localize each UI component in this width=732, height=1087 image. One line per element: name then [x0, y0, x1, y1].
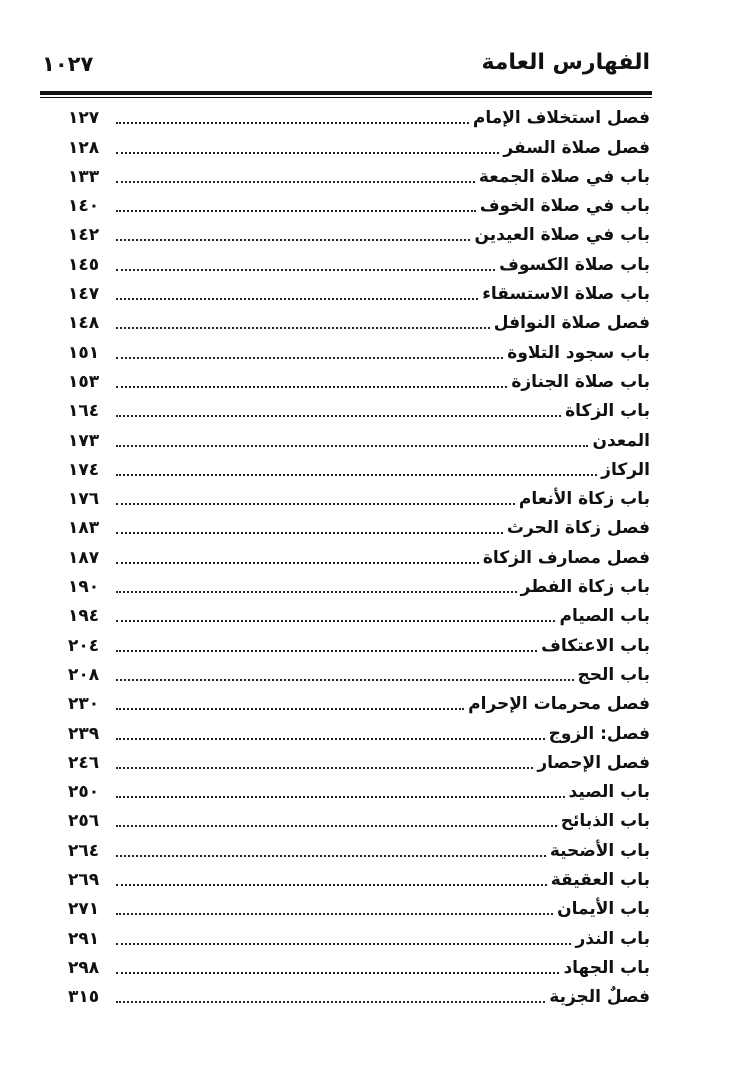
dot-leader — [116, 181, 475, 183]
entry-title: فصل مصارف الزكاة — [482, 547, 650, 568]
index-entry — [68, 481, 650, 510]
entry-title: باب الزكاة — [565, 401, 650, 422]
dot-leader — [116, 532, 503, 534]
running-title: الفهارس العامة — [481, 50, 650, 75]
dot-leader — [116, 708, 464, 710]
entry-title: باب الاعتكاف — [541, 635, 650, 656]
entry-page-number: ١٨٣ — [68, 518, 100, 539]
index-entry — [68, 334, 650, 363]
entry-title: باب في صلاة العيدين — [474, 225, 650, 246]
entry-page-number: ١٤٥ — [68, 254, 100, 275]
index-entry — [68, 539, 650, 568]
dot-leader — [116, 562, 479, 564]
running-header — [40, 44, 652, 88]
entry-page-number: ٢٠٤ — [68, 635, 100, 656]
entry-title: باب النذر — [575, 928, 650, 949]
entry-title: فصل صلاة النوافل — [493, 313, 650, 334]
index-entry — [68, 979, 650, 1008]
entry-page-number: ٢٩١ — [68, 928, 100, 949]
entry-page-number: ١٢٨ — [68, 137, 100, 158]
index-entry — [68, 745, 650, 774]
index-entry — [68, 569, 650, 598]
entry-page-number: ١٧٣ — [68, 430, 100, 451]
entry-title: فصل استخلاف الإمام — [472, 108, 650, 129]
index-entry — [68, 422, 650, 451]
entry-title: المعدن — [592, 430, 650, 451]
entry-page-number: ١٨٧ — [68, 547, 100, 568]
dot-leader — [116, 620, 555, 622]
entry-title: الركاز — [601, 459, 650, 480]
dot-leader — [116, 445, 588, 447]
dot-leader — [116, 503, 515, 505]
dot-leader — [116, 210, 476, 212]
entry-title: باب سجود التلاوة — [507, 342, 650, 363]
dot-leader — [116, 269, 495, 271]
entry-title: باب في صلاة الخوف — [479, 196, 650, 217]
entry-page-number: ١٢٧ — [68, 108, 100, 129]
entry-title: باب صلاة الجنازة — [511, 371, 650, 392]
index-entry — [68, 774, 650, 803]
dot-leader — [116, 415, 561, 417]
entry-page-number: ٢٥٠ — [68, 782, 100, 803]
entry-page-number: ١٩٤ — [68, 606, 100, 627]
index-entry — [68, 657, 650, 686]
dot-leader — [116, 913, 553, 915]
dot-leader — [116, 239, 470, 241]
index-entry — [68, 159, 650, 188]
dot-leader — [116, 884, 547, 886]
entry-page-number: ١٤٢ — [68, 225, 100, 246]
index-entry — [68, 188, 650, 217]
index-entry — [68, 891, 650, 920]
entry-title: باب صلاة الكسوف — [499, 254, 650, 275]
dot-leader — [116, 357, 503, 359]
dot-leader — [116, 1001, 545, 1003]
entry-title: باب زكاة الفطر — [520, 577, 650, 598]
index-entry — [68, 832, 650, 861]
entry-title: باب زكاة الأنعام — [518, 489, 650, 510]
index-entry — [68, 129, 650, 158]
index-entry — [68, 217, 650, 246]
dot-leader — [116, 122, 469, 124]
entry-title: باب الصيام — [559, 606, 650, 627]
entry-page-number: ٢٦٤ — [68, 840, 100, 861]
entry-title: فصل الإحصار — [537, 752, 650, 773]
index-entry — [68, 305, 650, 334]
dot-leader — [116, 386, 507, 388]
index-entry — [68, 686, 650, 715]
dot-leader — [116, 152, 499, 154]
index-entry — [68, 100, 650, 129]
entry-page-number: ١٦٤ — [68, 401, 100, 422]
index-entry — [68, 393, 650, 422]
dot-leader — [116, 591, 517, 593]
entry-page-number: ١٥١ — [68, 342, 100, 363]
entry-page-number: ٣١٥ — [68, 987, 100, 1008]
entry-title: فصل صلاة السفر — [503, 137, 650, 158]
dot-leader — [116, 474, 597, 476]
entry-page-number: ٢٧١ — [68, 899, 100, 920]
entry-page-number: ١٣٣ — [68, 166, 100, 187]
dot-leader — [116, 650, 537, 652]
entry-page-number: ١٥٣ — [68, 371, 100, 392]
entry-title: باب الحج — [577, 664, 650, 685]
entry-page-number: ٢٦٩ — [68, 870, 100, 891]
entry-page-number: ٢٠٨ — [68, 664, 100, 685]
dot-leader — [116, 972, 559, 974]
entry-page-number: ٢٣٩ — [68, 723, 100, 744]
header-rule-thin — [40, 97, 652, 98]
entry-page-number: ١٧٦ — [68, 489, 100, 510]
index-entry — [68, 276, 650, 305]
entry-title: باب العقيقة — [550, 870, 650, 891]
dot-leader — [116, 298, 478, 300]
entry-title: باب الصيد — [568, 782, 650, 803]
page-number: ١٠٢٧ — [42, 52, 94, 76]
entry-title: فصل: الزوج — [548, 723, 650, 744]
entry-page-number: ١٤٠ — [68, 196, 100, 217]
entry-page-number: ١٧٤ — [68, 459, 100, 480]
dot-leader — [116, 679, 574, 681]
index-entry — [68, 598, 650, 627]
index-entry — [68, 950, 650, 979]
index-entry — [68, 920, 650, 949]
entry-title: باب الجهاد — [563, 957, 650, 978]
dot-leader — [116, 327, 490, 329]
entry-page-number: ١٤٧ — [68, 284, 100, 305]
index-entry — [68, 510, 650, 539]
entry-page-number: ٢٩٨ — [68, 957, 100, 978]
dot-leader — [116, 825, 557, 827]
dot-leader — [116, 767, 533, 769]
entry-page-number: ٢٥٦ — [68, 811, 100, 832]
index-list — [68, 100, 650, 1008]
dot-leader — [116, 943, 571, 945]
index-entry — [68, 803, 650, 832]
index-entry — [68, 452, 650, 481]
entry-page-number: ١٩٠ — [68, 577, 100, 598]
entry-title: فصل محرمات الإحرام — [468, 694, 650, 715]
entry-page-number: ١٤٨ — [68, 313, 100, 334]
entry-title: باب الأضحية — [549, 840, 650, 861]
dot-leader — [116, 855, 546, 857]
entry-title: باب في صلاة الجمعة — [478, 166, 650, 187]
entry-page-number: ٢٣٠ — [68, 694, 100, 715]
index-entry — [68, 862, 650, 891]
index-entry — [68, 627, 650, 656]
entry-title: باب الأيمان — [557, 899, 650, 920]
dot-leader — [116, 738, 545, 740]
entry-title: فصلٌ الجزية — [549, 987, 650, 1008]
dot-leader — [116, 796, 565, 798]
entry-page-number: ٢٤٦ — [68, 752, 100, 773]
index-entry — [68, 364, 650, 393]
entry-title: باب الذبائح — [560, 811, 650, 832]
index-entry — [68, 715, 650, 744]
entry-title: باب صلاة الاستسقاء — [482, 284, 650, 305]
header-rule-thick — [40, 91, 652, 95]
entry-title: فصل زكاة الحرث — [506, 518, 650, 539]
index-entry — [68, 246, 650, 275]
